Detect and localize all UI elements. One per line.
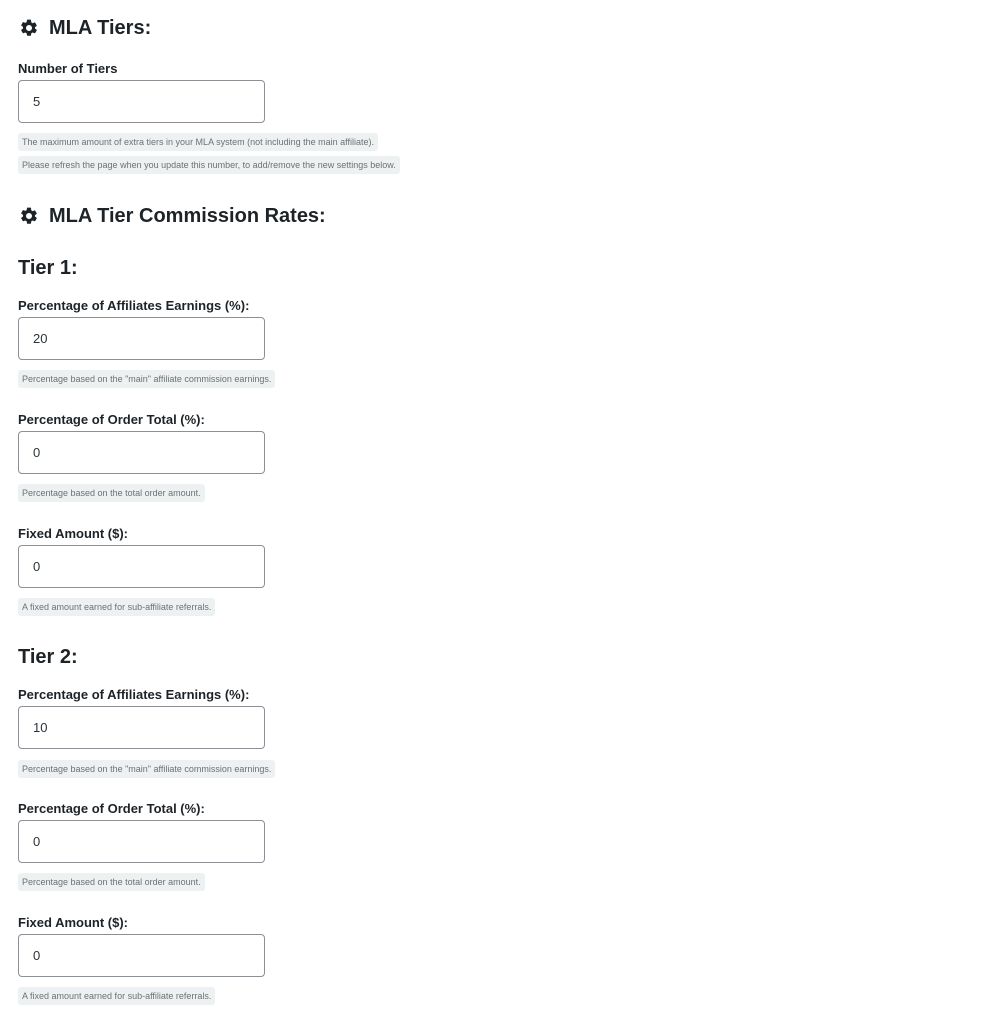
tier-2-fixed-help: A fixed amount earned for sub-affiliate referrals. bbox=[18, 987, 215, 1005]
gear-icon bbox=[19, 206, 39, 226]
tier-1-fixed-input[interactable] bbox=[18, 545, 265, 588]
mla-tiers-heading bbox=[18, 17, 151, 39]
tier-1-affiliate-input[interactable] bbox=[18, 317, 265, 360]
tier-1-fixed-help: A fixed amount earned for sub-affiliate referrals. bbox=[18, 598, 215, 616]
gear-icon bbox=[19, 18, 39, 38]
number-of-tiers-input[interactable] bbox=[18, 80, 265, 123]
number-of-tiers-help-1: The maximum amount of extra tiers in your MLA system (not including the main affiliate). bbox=[18, 133, 378, 151]
tier-2-affiliate-help: Percentage based on the "main" affiliate commission earnings. bbox=[18, 760, 275, 778]
number-of-tiers-help-2: Please refresh the page when you update this number, to add/remove the new settings below. bbox=[18, 156, 400, 174]
commission-rates-heading bbox=[18, 205, 326, 227]
tier-1-heading: Tier 1: bbox=[18, 257, 78, 279]
tier-2-order-input[interactable] bbox=[18, 820, 265, 863]
tier-1-affiliate-label: Percentage of Affiliates Earnings (%): bbox=[18, 298, 250, 313]
commission-rates-title: MLA Tier Commission Rates: bbox=[49, 204, 326, 227]
tier-2-heading: Tier 2: bbox=[18, 646, 78, 668]
mla-tiers-title: MLA Tiers: bbox=[49, 16, 152, 39]
tier-2-affiliate-input[interactable] bbox=[18, 706, 265, 749]
tier-2-fixed-input[interactable] bbox=[18, 934, 265, 977]
tier-2-order-help: Percentage based on the total order amount. bbox=[18, 873, 205, 891]
tier-1-order-input[interactable] bbox=[18, 431, 265, 474]
tier-1-fixed-label: Fixed Amount ($): bbox=[18, 526, 129, 541]
tier-2-affiliate-label: Percentage of Affiliates Earnings (%): bbox=[18, 687, 250, 702]
number-of-tiers-label: Number of Tiers bbox=[18, 61, 118, 76]
tier-1-affiliate-help: Percentage based on the "main" affiliate commission earnings. bbox=[18, 370, 275, 388]
tier-2-fixed-label: Fixed Amount ($): bbox=[18, 915, 129, 930]
tier-1-order-help: Percentage based on the total order amount. bbox=[18, 484, 205, 502]
tier-1-order-label: Percentage of Order Total (%): bbox=[18, 412, 205, 427]
tier-2-order-label: Percentage of Order Total (%): bbox=[18, 801, 205, 816]
